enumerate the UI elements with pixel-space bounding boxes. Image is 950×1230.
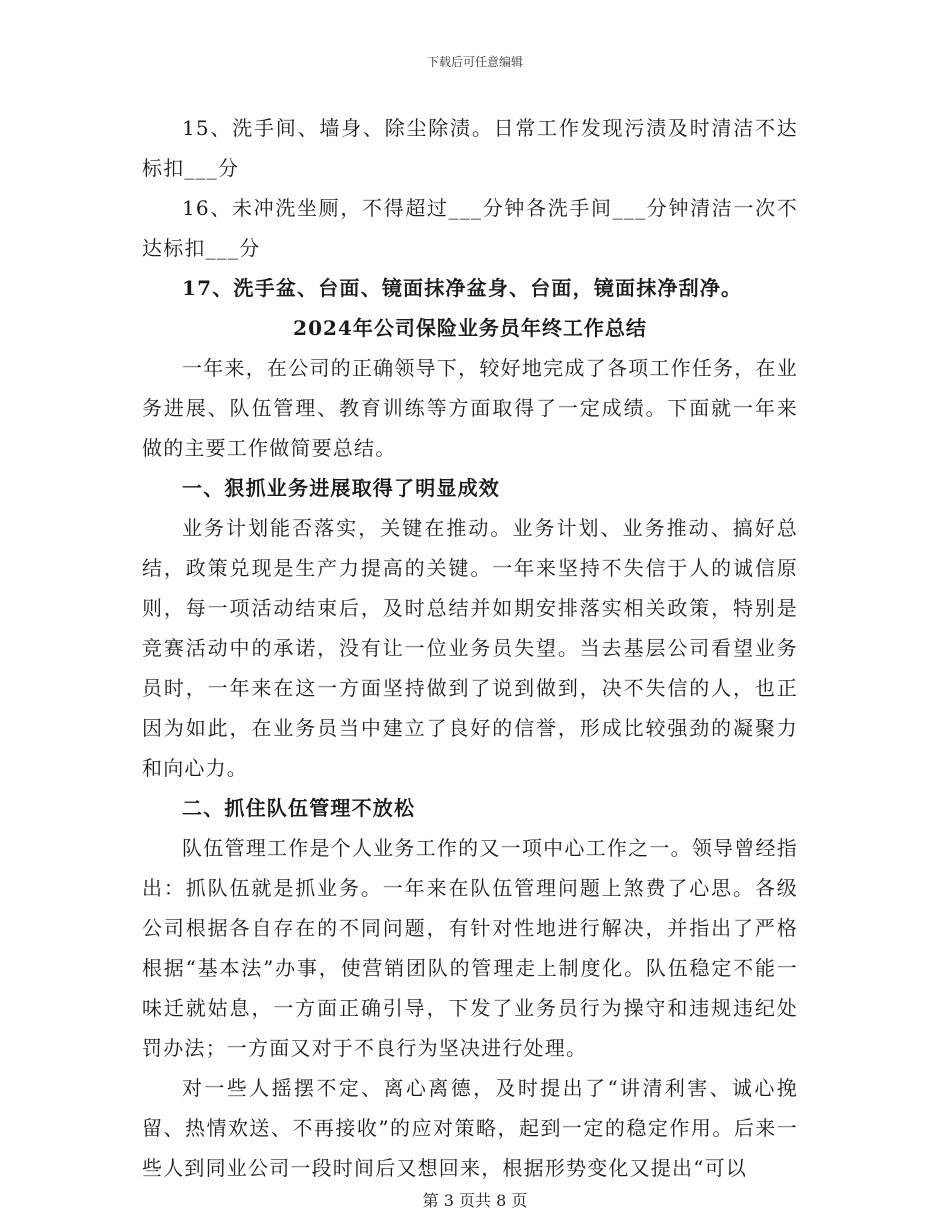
item-15: 15、洗手间、墙身、除尘除渍。日常工作发现污渍及时清洁不达标扣___分 [142, 116, 798, 180]
section-heading-1: 一、狠抓业务进展取得了明显成效 [182, 476, 500, 500]
section-heading-2: 二、抓住队伍管理不放松 [182, 796, 416, 820]
section-2-paragraph-2: 对一些人摇摆不定、离心离德，及时提出了“讲清利害、诚心挽留、热情欢送、不再接收”的应对策略，起到一定的稳定作用。后来一些人到同业公司一段时间后又想回来，根据形势变化又提出“可以 [142, 1076, 798, 1180]
item-16: 16、未冲洗坐厕，不得超过___分钟各洗手间___分钟清洁一次不达标扣___分 [142, 196, 798, 260]
document-body [142, 108, 798, 1188]
section-2-paragraph-1: 队伍管理工作是个人业务工作的又一项中心工作之一。领导曾经指出：抓队伍就是抓业务。一年来在队伍管理问题上煞费了心思。各级公司根据各自存在的不同问题，有针对性地进行解决，并指出了严格根据“基本法”办事，使营销团队的管理走上制度化。队伍稳定不能一味迁就姑息，一方面正确引导，下发了业务员行为操守和违规违纪处罚办法；一方面又对于不良行为坚决进行处理。 [142, 836, 798, 1060]
page-header-note: 下载后可任意编辑 [426, 55, 523, 69]
item-17: 17、洗手盆、台面、镜面抹净盆身、台面，镜面抹净刮净。 [182, 276, 743, 300]
document-title: 2024年公司保险业务员年终工作总结 [293, 316, 647, 340]
page-footer: 第 3 页共 8 页 [422, 1191, 528, 1210]
section-1-paragraph: 业务计划能否落实，关键在推动。业务计划、业务推动、搞好总结，政策兑现是生产力提高的关键。一年来坚持不失信于人的诚信原则，每一项活动结束后，及时总结并如期安排落实相关政策，特别是竞赛活动中的承诺，没有让一位业务员失望。当去基层公司看望业务员时，一年来在这一方面坚持做到了说到做到，决不失信的人，也正因为如此，在业务员当中建立了良好的信誉，形成比较强劲的凝聚力和向心力。 [142, 516, 798, 780]
intro-paragraph: 一年来，在公司的正确领导下，较好地完成了各项工作任务，在业务进展、队伍管理、教育训练等方面取得了一定成绩。下面就一年来做的主要工作做简要总结。 [142, 356, 798, 460]
